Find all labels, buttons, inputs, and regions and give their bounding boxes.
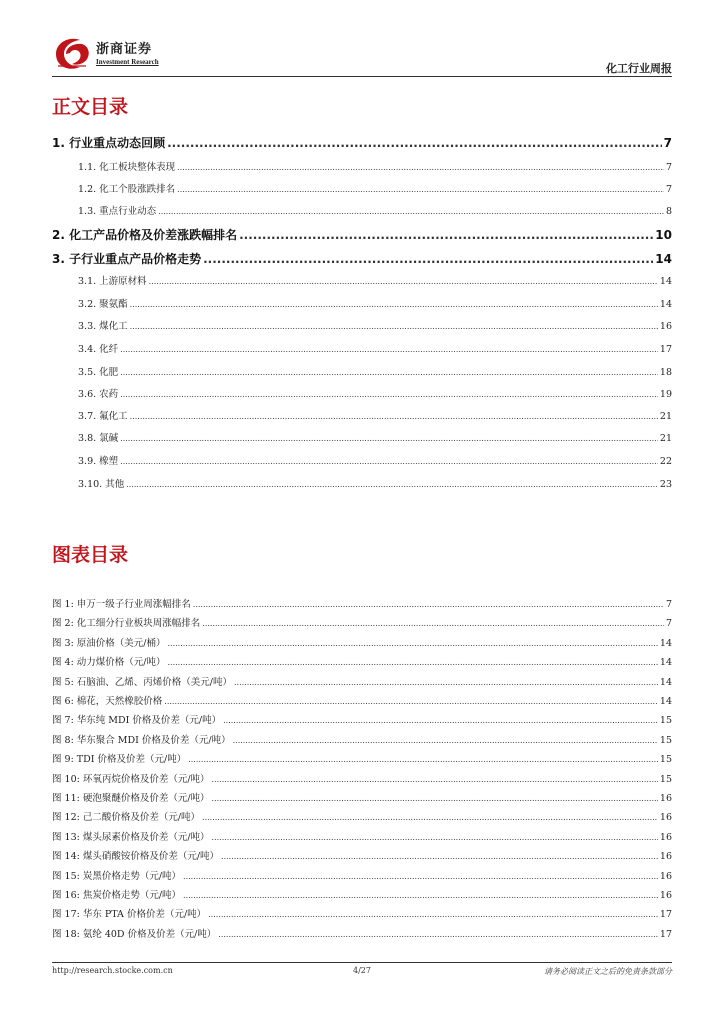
figure-entry[interactable]: [52, 790, 672, 804]
toc-entry-label: 3.8. 氯碱: [78, 433, 119, 444]
figure-entry-page: 16: [659, 832, 672, 843]
dot-leader: [130, 300, 658, 309]
toc-entry-chapter[interactable]: [52, 134, 672, 151]
figure-entry[interactable]: [52, 887, 672, 901]
figure-entry-page: 16: [659, 812, 672, 823]
figure-entry-page: 14: [659, 677, 672, 688]
page-header: [52, 34, 672, 78]
dot-leader: [130, 322, 658, 331]
dot-leader: [212, 794, 658, 803]
toc-entry-page: 7: [665, 162, 672, 173]
dot-leader: [164, 697, 658, 706]
company-logo-icon: [52, 36, 92, 70]
toc-entry-page: 19: [659, 389, 672, 400]
figure-entry-label: 图 4: 动力煤价格（元/吨）: [52, 657, 166, 668]
figure-entry-page: 16: [659, 793, 672, 804]
figure-list-title: 图表目录: [52, 544, 129, 566]
figure-entry[interactable]: [52, 848, 672, 862]
toc-entry-section[interactable]: [52, 181, 672, 195]
figure-entry-label: 图 16: 焦炭价格走势（元/吨）: [52, 890, 182, 901]
toc-entry-chapter[interactable]: [52, 226, 672, 243]
dot-leader: [126, 480, 658, 489]
dot-leader: [158, 207, 664, 216]
figure-entry-label: 图 13: 煤头尿素价格及价差（元/吨）: [52, 832, 210, 843]
figure-entry-page: 14: [659, 657, 672, 668]
figure-entry-page: 14: [659, 696, 672, 707]
figure-entry-page: 17: [659, 929, 672, 940]
toc-entry-page: 16: [659, 321, 672, 332]
toc-entry-section[interactable]: [52, 408, 672, 422]
figure-entry-page: 7: [665, 618, 672, 629]
toc-entry-page: 22: [659, 456, 672, 467]
dot-leader: [177, 163, 664, 172]
toc-entry-section[interactable]: [52, 364, 672, 378]
dot-leader: [149, 277, 658, 286]
dot-leader: [239, 228, 653, 242]
footer-disclaimer: 请务必阅读正文之后的免责条款部分: [544, 967, 672, 976]
toc-entry-label: 3.6. 农药: [78, 389, 119, 400]
dot-leader: [202, 619, 664, 628]
toc-entry-chapter[interactable]: [52, 250, 672, 267]
footer-url[interactable]: http://research.stocke.com.cn: [52, 966, 173, 975]
dot-leader: [183, 891, 658, 900]
figure-entry-label: 图 9: TDI 价格及价差（元/吨）: [52, 754, 187, 765]
dot-leader: [188, 755, 658, 764]
figure-entry-page: 7: [665, 599, 672, 610]
figure-entry-label: 图 14: 煤头硝酸铵价格及价差（元/吨）: [52, 851, 220, 862]
logo-text: [96, 38, 159, 66]
toc-entry-label: 1. 行业重点动态回顾: [52, 136, 166, 150]
dot-leader: [212, 775, 658, 784]
figure-entry-label: 图 3: 原油价格（美元/桶）: [52, 638, 166, 649]
toc-entry-page: 7: [665, 184, 672, 195]
toc-entry-label: 3.2. 聚氨酯: [78, 299, 128, 310]
figure-entry[interactable]: [52, 654, 672, 668]
figure-entry-page: 17: [659, 909, 672, 920]
dot-leader: [221, 852, 658, 861]
figure-entry[interactable]: [52, 906, 672, 920]
figure-entry-page: 15: [659, 754, 672, 765]
figure-entry-page: 16: [659, 851, 672, 862]
toc-entry-label: 3.3. 煤化工: [78, 321, 128, 332]
figure-entry[interactable]: [52, 635, 672, 649]
toc-entry-label: 3.5. 化肥: [78, 367, 119, 378]
figure-entry-label: 图 1: 申万一级子行业周涨幅排名: [52, 599, 191, 610]
toc-title: 正文目录: [52, 96, 129, 118]
dot-leader: [183, 872, 658, 881]
dot-leader: [120, 434, 658, 443]
figure-entry[interactable]: [52, 868, 672, 882]
dot-leader: [120, 345, 658, 354]
figure-entry[interactable]: [52, 829, 672, 843]
toc-entry-section[interactable]: [52, 203, 672, 217]
toc-entry-page: 14: [655, 252, 672, 266]
toc-entry-section[interactable]: [52, 296, 672, 310]
figure-entry-page: 15: [659, 715, 672, 726]
dot-leader: [167, 136, 662, 150]
figure-entry[interactable]: [52, 809, 672, 823]
figure-entry[interactable]: [52, 732, 672, 746]
dot-leader: [177, 185, 664, 194]
figure-entry-label: 图 5: 石脑油、乙烯、丙烯价格（美元/吨）: [52, 677, 232, 688]
figure-entry-label: 图 12: 己二酸价格及价差（元/吨）: [52, 812, 201, 823]
figure-entry[interactable]: [52, 751, 672, 765]
toc-entry-section[interactable]: [52, 430, 672, 444]
figure-entry[interactable]: [52, 596, 672, 610]
toc-entry-section[interactable]: [52, 453, 672, 467]
dot-leader: [120, 390, 658, 399]
toc-entry-page: 8: [665, 206, 672, 217]
dot-leader: [202, 813, 658, 822]
dot-leader: [233, 736, 658, 745]
dot-leader: [234, 678, 658, 687]
figure-entry[interactable]: [52, 674, 672, 688]
toc-entry-page: 21: [659, 433, 672, 444]
toc-entry-section[interactable]: [52, 159, 672, 173]
toc-entry-section[interactable]: [52, 386, 672, 400]
toc-entry-label: 3.9. 橡塑: [78, 456, 119, 467]
toc-entry-label: 3.1. 上游原材料: [78, 276, 147, 287]
toc-entry-section[interactable]: [52, 341, 672, 355]
toc-entry-label: 3. 子行业重点产品价格走势: [52, 252, 202, 266]
toc-entry-page: 10: [655, 228, 672, 242]
figure-entry-label: 图 6: 棉花，天然橡胶价格: [52, 696, 163, 707]
figure-entry-label: 图 18: 氨纶 40D 价格及价差（元/吨）: [52, 929, 217, 940]
figure-entry[interactable]: [52, 615, 672, 629]
figure-entry-page: 15: [659, 774, 672, 785]
toc-entry-label: 2. 化工产品价格及价差涨跌幅排名: [52, 228, 238, 242]
toc-entry-page: 18: [659, 367, 672, 378]
dot-leader: [203, 252, 653, 266]
toc-entry-label: 3.7. 氟化工: [78, 411, 128, 422]
footer-divider: [52, 962, 672, 963]
dot-leader: [168, 639, 658, 648]
figure-entry-page: 15: [659, 735, 672, 746]
logo-chinese-name: 浙商证券: [96, 42, 153, 57]
dot-leader: [130, 412, 658, 421]
toc-entry-page: 17: [659, 344, 672, 355]
toc-entry-page: 21: [659, 411, 672, 422]
report-type: 化工行业周报: [606, 62, 672, 75]
logo-english-name: Investment Research: [96, 58, 159, 66]
toc-entry-label: 1.2. 化工个股涨跌排名: [78, 184, 176, 195]
toc-entry-section[interactable]: [52, 273, 672, 287]
figure-entry-label: 图 7: 华东纯 MDI 价格及价差（元/吨）: [52, 715, 222, 726]
figure-entry-label: 图 2: 化工细分行业板块周涨幅排名: [52, 618, 201, 629]
figure-entry-label: 图 15: 炭黑价格走势（元/吨）: [52, 871, 182, 882]
dot-leader: [218, 930, 658, 939]
figure-entry-label: 图 10: 环氧丙烷价格及价差（元/吨）: [52, 774, 210, 785]
figure-entry[interactable]: [52, 693, 672, 707]
dot-leader: [223, 716, 658, 725]
toc-entry-page: 23: [659, 479, 672, 490]
figure-entry-page: 14: [659, 638, 672, 649]
toc-entry-page: 14: [659, 276, 672, 287]
dot-leader: [120, 368, 658, 377]
figure-entry[interactable]: [52, 712, 672, 726]
figure-entry[interactable]: [52, 771, 672, 785]
toc-entry-label: 1.1. 化工板块整体表现: [78, 162, 176, 173]
toc-entry-label: 3.4. 化纤: [78, 344, 119, 355]
figure-entry-label: 图 8: 华东聚合 MDI 价格及价差（元/吨）: [52, 735, 231, 746]
toc-entry-section[interactable]: [52, 476, 672, 490]
dot-leader: [193, 600, 664, 609]
dot-leader: [120, 457, 658, 466]
header-divider: [52, 76, 672, 77]
toc-entry-section[interactable]: [52, 318, 672, 332]
toc-entry-page: 14: [659, 299, 672, 310]
dot-leader: [168, 658, 658, 667]
dot-leader: [212, 833, 658, 842]
figure-entry-page: 16: [659, 890, 672, 901]
figure-entry[interactable]: [52, 926, 672, 940]
toc-entry-label: 1.3. 重点行业动态: [78, 206, 157, 217]
figure-entry-label: 图 17: 华东 PTA 价格价差（元/吨）: [52, 909, 207, 920]
toc-entry-label: 3.10. 其他: [78, 479, 125, 490]
figure-entry-page: 16: [659, 871, 672, 882]
dot-leader: [208, 910, 658, 919]
footer-page-number: 4/27: [353, 966, 371, 975]
figure-entry-label: 图 11: 硬泡聚醚价格及价差（元/吨）: [52, 793, 210, 804]
toc-entry-page: 7: [663, 136, 672, 150]
